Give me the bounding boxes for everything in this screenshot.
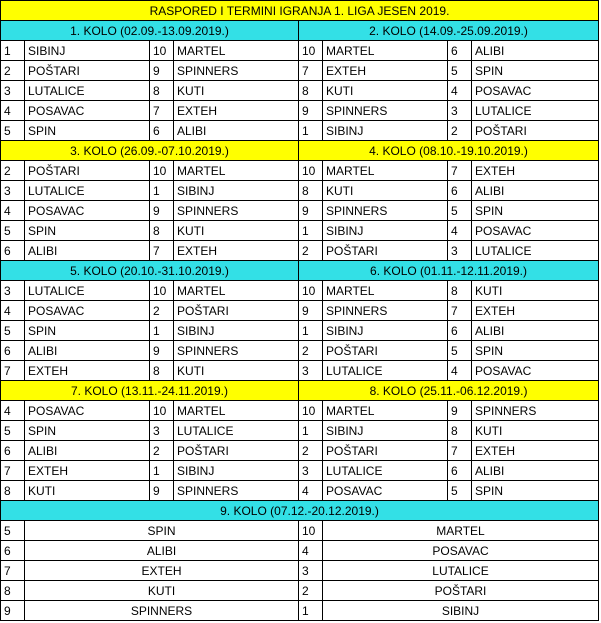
home-team: SPIN bbox=[25, 421, 150, 441]
away-team: SIBINJ bbox=[174, 321, 299, 341]
match-row bbox=[1, 601, 599, 621]
away-seed: 3 bbox=[299, 561, 323, 581]
match-row bbox=[1, 61, 599, 81]
away-team: POSAVAC bbox=[472, 221, 599, 241]
away-seed: 9 bbox=[150, 61, 174, 81]
home-team: MARTEL bbox=[323, 281, 448, 301]
away-team: SPIN bbox=[472, 61, 599, 81]
home-seed: 10 bbox=[299, 161, 323, 181]
home-team: KUTI bbox=[323, 81, 448, 101]
home-seed: 7 bbox=[299, 61, 323, 81]
away-team: SPIN bbox=[472, 341, 599, 361]
away-seed: 7 bbox=[448, 301, 472, 321]
away-team: POŠTARI bbox=[323, 581, 599, 601]
home-seed: 9 bbox=[299, 101, 323, 121]
round-header: 5. KOLO (20.10.-31.10.2019.) bbox=[1, 261, 299, 281]
match-row bbox=[1, 361, 599, 381]
home-team: ALIBI bbox=[25, 441, 150, 461]
round-header-row bbox=[1, 141, 599, 161]
away-team: KUTI bbox=[472, 281, 599, 301]
away-team: LUTALICE bbox=[472, 101, 599, 121]
away-seed: 10 bbox=[150, 401, 174, 421]
away-team: LUTALICE bbox=[472, 241, 599, 261]
home-seed: 8 bbox=[299, 181, 323, 201]
match-row bbox=[1, 161, 599, 181]
home-team: MARTEL bbox=[323, 161, 448, 181]
away-seed: 4 bbox=[448, 81, 472, 101]
home-seed: 3 bbox=[1, 281, 25, 301]
home-team: SPINNERS bbox=[323, 301, 448, 321]
home-team: LUTALICE bbox=[323, 461, 448, 481]
away-team: SPINNERS bbox=[174, 341, 299, 361]
away-seed: 4 bbox=[448, 361, 472, 381]
home-team: KUTI bbox=[323, 181, 448, 201]
away-team: ALIBI bbox=[472, 181, 599, 201]
home-team: KUTI bbox=[25, 581, 299, 601]
away-seed: 6 bbox=[448, 41, 472, 61]
home-team: POŠTARI bbox=[25, 61, 150, 81]
home-seed: 2 bbox=[1, 161, 25, 181]
away-team: SPINNERS bbox=[174, 481, 299, 501]
home-team: SPINNERS bbox=[323, 201, 448, 221]
home-seed: 2 bbox=[299, 341, 323, 361]
away-team: SPINNERS bbox=[174, 61, 299, 81]
match-row bbox=[1, 341, 599, 361]
home-seed: 10 bbox=[299, 41, 323, 61]
away-team: KUTI bbox=[472, 421, 599, 441]
home-team: SPIN bbox=[25, 321, 150, 341]
home-team: LUTALICE bbox=[25, 281, 150, 301]
away-team: EXTEH bbox=[472, 161, 599, 181]
home-team: SIBINJ bbox=[25, 41, 150, 61]
home-seed: 1 bbox=[1, 41, 25, 61]
match-row bbox=[1, 301, 599, 321]
home-team: POSAVAC bbox=[25, 101, 150, 121]
match-row bbox=[1, 441, 599, 461]
away-team: MARTEL bbox=[174, 161, 299, 181]
away-seed: 8 bbox=[448, 421, 472, 441]
away-team: SIBINJ bbox=[323, 601, 599, 621]
home-seed: 2 bbox=[1, 61, 25, 81]
match-row bbox=[1, 321, 599, 341]
away-team: POŠTARI bbox=[472, 121, 599, 141]
home-team: EXTEH bbox=[25, 461, 150, 481]
home-team: MARTEL bbox=[323, 41, 448, 61]
home-team: LUTALICE bbox=[323, 361, 448, 381]
match-row bbox=[1, 181, 599, 201]
round-header: 2. KOLO (14.09.-25.09.2019.) bbox=[299, 21, 599, 41]
match-row bbox=[1, 521, 599, 541]
home-seed: 10 bbox=[299, 401, 323, 421]
home-team: POŠTARI bbox=[323, 341, 448, 361]
home-seed: 9 bbox=[299, 301, 323, 321]
home-seed: 9 bbox=[299, 201, 323, 221]
away-seed: 10 bbox=[299, 521, 323, 541]
away-seed: 4 bbox=[448, 221, 472, 241]
match-row bbox=[1, 481, 599, 501]
match-row bbox=[1, 41, 599, 61]
round-header: 4. KOLO (08.10.-19.10.2019.) bbox=[299, 141, 599, 161]
home-team: EXTEH bbox=[25, 361, 150, 381]
away-seed: 9 bbox=[150, 341, 174, 361]
round-header: 3. KOLO (26.09.-07.10.2019.) bbox=[1, 141, 299, 161]
away-team: POSAVAC bbox=[472, 81, 599, 101]
away-seed: 8 bbox=[150, 221, 174, 241]
match-row bbox=[1, 561, 599, 581]
away-seed: 8 bbox=[150, 361, 174, 381]
home-seed: 5 bbox=[1, 321, 25, 341]
away-seed: 6 bbox=[448, 181, 472, 201]
home-team: POSAVAC bbox=[25, 301, 150, 321]
home-team: SIBINJ bbox=[323, 221, 448, 241]
away-seed: 5 bbox=[448, 61, 472, 81]
away-seed: 6 bbox=[150, 121, 174, 141]
match-row bbox=[1, 121, 599, 141]
away-seed: 1 bbox=[150, 321, 174, 341]
round-header-row bbox=[1, 261, 599, 281]
away-seed: 10 bbox=[150, 281, 174, 301]
round-header: 7. KOLO (13.11.-24.11.2019.) bbox=[1, 381, 299, 401]
away-team: SIBINJ bbox=[174, 461, 299, 481]
away-seed: 3 bbox=[150, 421, 174, 441]
home-team: POŠTARI bbox=[323, 241, 448, 261]
away-seed: 2 bbox=[299, 581, 323, 601]
away-team: SPIN bbox=[472, 481, 599, 501]
away-team: KUTI bbox=[174, 81, 299, 101]
home-team: SPINNERS bbox=[25, 601, 299, 621]
round-header: 6. KOLO (01.11.-12.11.2019.) bbox=[299, 261, 599, 281]
away-team: SIBINJ bbox=[174, 181, 299, 201]
round-header: 1. KOLO (02.09.-13.09.2019.) bbox=[1, 21, 299, 41]
round-header-row bbox=[1, 21, 599, 41]
home-seed: 1 bbox=[299, 221, 323, 241]
away-seed: 9 bbox=[150, 481, 174, 501]
round-header: 8. KOLO (25.11.-06.12.2019.) bbox=[299, 381, 599, 401]
home-team: POSAVAC bbox=[25, 401, 150, 421]
home-seed: 5 bbox=[1, 421, 25, 441]
away-seed: 2 bbox=[150, 301, 174, 321]
match-row bbox=[1, 101, 599, 121]
round-header: 9. KOLO (07.12.-20.12.2019.) bbox=[1, 501, 599, 521]
home-team: LUTALICE bbox=[25, 181, 150, 201]
home-team: EXTEH bbox=[25, 561, 299, 581]
match-row bbox=[1, 401, 599, 421]
home-team: SPIN bbox=[25, 221, 150, 241]
home-seed: 9 bbox=[1, 601, 25, 621]
away-team: LUTALICE bbox=[323, 561, 599, 581]
away-seed: 7 bbox=[150, 241, 174, 261]
match-row bbox=[1, 461, 599, 481]
away-seed: 10 bbox=[150, 161, 174, 181]
home-seed: 5 bbox=[1, 121, 25, 141]
home-team: POŠTARI bbox=[25, 161, 150, 181]
away-team: POŠTARI bbox=[174, 441, 299, 461]
away-team: SPIN bbox=[472, 201, 599, 221]
match-row bbox=[1, 581, 599, 601]
home-team: SPIN bbox=[25, 521, 299, 541]
away-seed: 6 bbox=[448, 461, 472, 481]
away-seed: 9 bbox=[448, 401, 472, 421]
home-seed: 5 bbox=[1, 221, 25, 241]
away-team: ALIBI bbox=[472, 321, 599, 341]
schedule-title: RASPORED I TERMINI IGRANJA 1. LIGA JESEN 2019. bbox=[1, 1, 599, 21]
away-seed: 8 bbox=[448, 281, 472, 301]
away-seed: 8 bbox=[150, 81, 174, 101]
away-team: ALIBI bbox=[174, 121, 299, 141]
away-team: KUTI bbox=[174, 361, 299, 381]
away-seed: 5 bbox=[448, 481, 472, 501]
away-seed: 3 bbox=[448, 241, 472, 261]
home-seed: 2 bbox=[299, 441, 323, 461]
home-seed: 8 bbox=[1, 581, 25, 601]
home-seed: 5 bbox=[1, 521, 25, 541]
away-seed: 1 bbox=[150, 181, 174, 201]
home-seed: 2 bbox=[299, 241, 323, 261]
home-seed: 7 bbox=[1, 461, 25, 481]
home-seed: 6 bbox=[1, 341, 25, 361]
home-seed: 4 bbox=[1, 301, 25, 321]
home-seed: 7 bbox=[1, 561, 25, 581]
home-seed: 1 bbox=[299, 321, 323, 341]
away-team: EXTEH bbox=[472, 441, 599, 461]
match-row bbox=[1, 221, 599, 241]
home-team: MARTEL bbox=[323, 401, 448, 421]
away-seed: 2 bbox=[448, 121, 472, 141]
home-seed: 4 bbox=[299, 481, 323, 501]
home-seed: 7 bbox=[1, 361, 25, 381]
away-team: MARTEL bbox=[174, 281, 299, 301]
home-seed: 4 bbox=[1, 101, 25, 121]
home-team: SIBINJ bbox=[323, 121, 448, 141]
home-team: ALIBI bbox=[25, 541, 299, 561]
away-seed: 3 bbox=[448, 101, 472, 121]
away-team: MARTEL bbox=[323, 521, 599, 541]
home-seed: 8 bbox=[299, 81, 323, 101]
match-row bbox=[1, 241, 599, 261]
home-seed: 4 bbox=[1, 201, 25, 221]
match-row bbox=[1, 201, 599, 221]
home-seed: 10 bbox=[299, 281, 323, 301]
away-team: SPINNERS bbox=[472, 401, 599, 421]
away-seed: 7 bbox=[448, 161, 472, 181]
away-seed: 10 bbox=[150, 41, 174, 61]
home-seed: 3 bbox=[1, 81, 25, 101]
away-team: KUTI bbox=[174, 221, 299, 241]
home-team: KUTI bbox=[25, 481, 150, 501]
home-seed: 6 bbox=[1, 241, 25, 261]
home-seed: 3 bbox=[299, 361, 323, 381]
home-seed: 3 bbox=[1, 181, 25, 201]
away-seed: 7 bbox=[448, 441, 472, 461]
away-seed: 7 bbox=[150, 101, 174, 121]
away-team: ALIBI bbox=[472, 41, 599, 61]
home-seed: 4 bbox=[1, 401, 25, 421]
away-seed: 1 bbox=[299, 601, 323, 621]
home-seed: 1 bbox=[299, 121, 323, 141]
away-team: LUTALICE bbox=[174, 421, 299, 441]
home-seed: 3 bbox=[299, 461, 323, 481]
home-team: POSAVAC bbox=[323, 481, 448, 501]
away-seed: 2 bbox=[150, 441, 174, 461]
match-row bbox=[1, 421, 599, 441]
home-team: SPINNERS bbox=[323, 101, 448, 121]
away-team: EXTEH bbox=[174, 241, 299, 261]
round-header-row bbox=[1, 501, 599, 521]
away-team: MARTEL bbox=[174, 41, 299, 61]
match-row bbox=[1, 281, 599, 301]
home-team: ALIBI bbox=[25, 341, 150, 361]
home-seed: 6 bbox=[1, 541, 25, 561]
match-row bbox=[1, 541, 599, 561]
home-team: SIBINJ bbox=[323, 321, 448, 341]
away-seed: 5 bbox=[448, 341, 472, 361]
match-row bbox=[1, 81, 599, 101]
away-team: SPINNERS bbox=[174, 201, 299, 221]
home-seed: 1 bbox=[299, 421, 323, 441]
away-team: ALIBI bbox=[472, 461, 599, 481]
round-header-row bbox=[1, 381, 599, 401]
home-team: SPIN bbox=[25, 121, 150, 141]
home-seed: 8 bbox=[1, 481, 25, 501]
away-team: POŠTARI bbox=[174, 301, 299, 321]
away-team: EXTEH bbox=[472, 301, 599, 321]
away-team: MARTEL bbox=[174, 401, 299, 421]
away-team: POSAVAC bbox=[323, 541, 599, 561]
away-seed: 4 bbox=[299, 541, 323, 561]
away-seed: 9 bbox=[150, 201, 174, 221]
away-team: POSAVAC bbox=[472, 361, 599, 381]
home-team: POŠTARI bbox=[323, 441, 448, 461]
away-seed: 6 bbox=[448, 321, 472, 341]
away-seed: 5 bbox=[448, 201, 472, 221]
home-team: EXTEH bbox=[323, 61, 448, 81]
home-team: LUTALICE bbox=[25, 81, 150, 101]
home-team: ALIBI bbox=[25, 241, 150, 261]
home-team: SIBINJ bbox=[323, 421, 448, 441]
away-seed: 1 bbox=[150, 461, 174, 481]
home-seed: 6 bbox=[1, 441, 25, 461]
home-team: POSAVAC bbox=[25, 201, 150, 221]
away-team: EXTEH bbox=[174, 101, 299, 121]
